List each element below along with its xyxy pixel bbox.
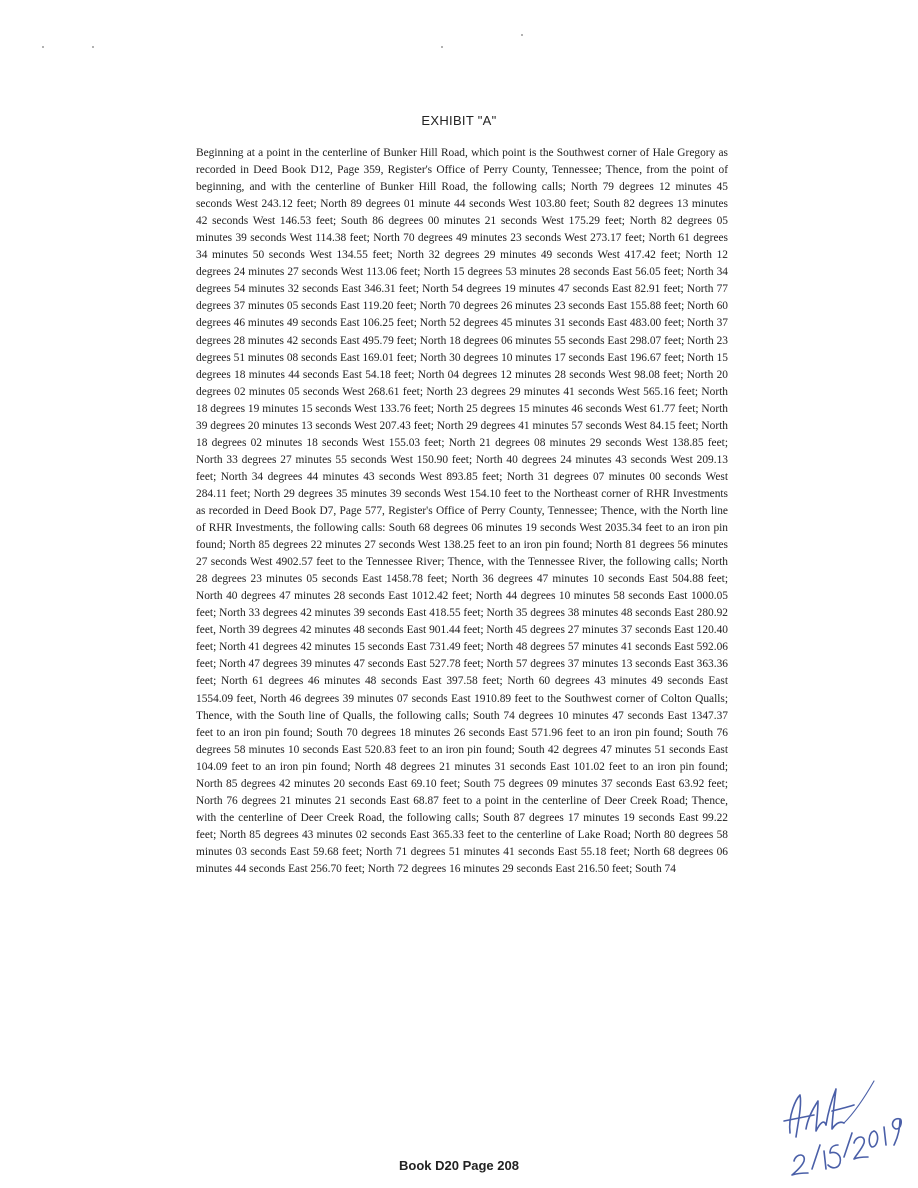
scan-speck [441, 46, 443, 48]
scan-speck [42, 46, 44, 48]
scan-speck [92, 46, 94, 48]
book-page-reference: Book D20 Page 208 [399, 1158, 519, 1173]
legal-description: Beginning at a point in the centerline of Bunker Hill Road, which point is the Southwest corner of Hale Gregory as recorded in Deed Book D12, Page 359, Register's Office of Perry County, Tennessee; Thence, from the point of beginning, and with the centerline of Bunker Hill Road, the following calls; North 79 degrees 12 minutes 45 seconds West 243.12 feet; North 89 degrees 01 minute 44 seconds West 103.80 feet; South 82 degrees 13 minutes 42 seconds West 146.53 feet; South 86 degrees 00 minutes 21 seconds West 175.29 feet; North 82 degrees 05 minutes 39 seconds West 114.38 feet; North 70 degrees 49 minutes 23 seconds West 273.17 feet; North 61 degrees 34 minutes 50 seconds West 134.55 feet; North 32 degrees 29 minutes 49 seconds West 417.42 feet; North 12 degrees 24 minutes 27 seconds West 113.06 feet; North 15 degrees 53 minutes 28 seconds East 56.05 feet; North 34 degrees 54 minutes 32 seconds East 346.31 feet; North 54 degrees 19 minutes 47 seconds East 82.91 feet; North 77 degrees 37 minutes 05 seconds East 119.20 feet; North 70 degrees 26 minutes 23 seconds East 155.88 feet; North 60 degrees 46 minutes 49 seconds East 106.25 feet; North 52 degrees 45 minutes 31 seconds East 483.00 feet; North 37 degrees 28 minutes 42 seconds East 495.79 feet; North 18 degrees 06 minutes 55 seconds East 298.07 feet; North 23 degrees 51 minutes 08 seconds East 169.01 feet; North 30 degrees 10 minutes 17 seconds East 196.67 feet; North 15 degrees 18 minutes 44 seconds East 54.18 feet; North 04 degrees 12 minutes 28 seconds West 98.08 feet; North 20 degrees 02 minutes 05 seconds West 268.61 feet; North 23 degrees 29 minutes 41 seconds West 565.16 feet; North 18 degrees 19 minutes 15 seconds West 133.76 feet; North 25 degrees 15 minutes 46 seconds West 61.77 feet; North 39 degrees 20 minutes 13 seconds West 207.43 feet; North 29 degrees 41 minutes 57 seconds West 84.15 feet; North 18 degrees 02 minutes 18 seconds West 155.03 feet; North 21 degrees 08 minutes 29 seconds West 138.85 feet; North 33 degrees 27 minutes 55 seconds West 150.90 feet; North 40 degrees 24 minutes 43 seconds West 209.13 feet; North 34 degrees 44 minutes 43 seconds West 893.85 feet; North 31 degrees 07 minutes 00 seconds West 284.11 feet; North 29 degrees 35 minutes 39 seconds West 154.10 feet to the Northeast corner of RHR Investments as recorded in Deed Book D7, Page 577, Register's Office of Perry County, Tennessee; Thence, with the North line of RHR Investments, the following calls: South 68 degrees 06 minutes 19 seconds West 2035.34 feet to an iron pin found; North 85 degrees 22 minutes 27 seconds West 138.25 feet to an iron pin found; North 81 degrees 56 minutes 27 seconds West 4902.57 feet to the Tennessee River; Thence, with the Tennessee River, the following calls; North 28 degrees 23 minutes 05 seconds East 1458.78 feet; North 36 degrees 47 minutes 10 seconds East 504.88 feet; North 40 degrees 47 minutes 28 seconds East 1012.42 feet; North 44 degrees 10 minutes 58 seconds East 1000.05 feet; North 33 degrees 42 minutes 39 seconds East 418.55 feet; North 35 degrees 38 minutes 48 seconds East 280.92 feet, North 39 degrees 42 minutes 48 seconds East 901.44 feet; North 45 degrees 27 minutes 37 seconds East 120.40 feet; North 41 degrees 42 minutes 15 seconds East 731.49 feet; North 48 degrees 57 minutes 41 seconds East 592.06 feet; North 47 degrees 39 minutes 47 seconds East 527.78 feet; North 57 degrees 37 minutes 13 seconds East 363.36 feet; North 61 degrees 46 minutes 48 seconds East 397.58 feet; North 60 degrees 43 minutes 49 seconds East 1554.09 feet, North 46 degrees 39 minutes 07 seconds East 1910.89 feet to the Southwest corner of Colton Qualls; Thence, with the South line of Qualls, the following calls; South 74 degrees 10 minutes 47 seconds East 1347.37 feet to an iron pin found; South 70 degrees 18 minutes 26 seconds East 571.96 feet to an iron pin found; South 76 degrees 58 minutes 10 seconds East 520.83 feet to an iron pin found; South 42 degrees 47 minutes 51 seconds East 104.09 feet to an iron pin found; North 48 degrees 21 minutes 31 seconds East 101.02 feet to an iron pin found; North 85 degrees 42 minutes 20 seconds East 69.10 feet; South 75 degrees 09 minutes 37 seconds East 63.92 feet; North 76 degrees 21 minutes 21 seconds East 68.87 feet to a point in the centerline of Deer Creek Road; Thence, with the centerline of Deer Creek Road, the following calls; South 87 degrees 17 minutes 19 seconds East 99.22 feet; North 85 degrees 43 minutes 02 seconds East 365.33 feet to the centerline of Lake Road; North 80 degrees 58 minutes 03 seconds East 59.68 feet; North 71 degrees 51 minutes 41 seconds East 55.18 feet; North 68 degrees 06 minutes 44 seconds East 256.70 feet; North 72 degrees 16 minutes 29 seconds East 216.50 feet; South 74 [196, 147, 728, 875]
scan-speck [521, 34, 523, 36]
exhibit-title: EXHIBIT "A" [421, 113, 497, 128]
